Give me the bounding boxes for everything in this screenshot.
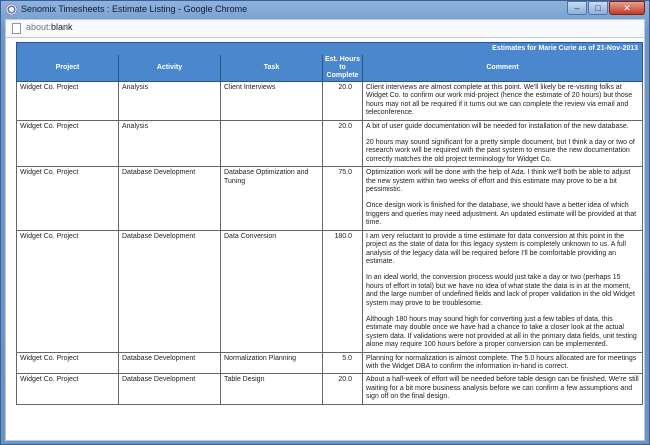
project-cell: Widget Co. Project <box>17 167 119 230</box>
column-header-task: Task <box>221 55 323 82</box>
comment-paragraph: In an ideal world, the conversion process would just take a day or two (perhaps 15 hours of effort in total) but we have no idea of what state the data is in at the moment, and the large number of undefined fields and lack of proper validation in the old Widget system may prove to be troublesome. <box>366 274 635 307</box>
comment-cell <box>363 82 643 121</box>
page-content <box>5 37 645 441</box>
table-row <box>17 167 643 230</box>
title-bar[interactable] <box>1 1 649 19</box>
table-row <box>17 82 643 121</box>
comment-paragraph: 20 hours may sound significant for a pretty simple document, but I think a day or two of research work will be required with the past system to ensure the new documentation correctly matches the old project terminology for Widget Co. <box>366 139 635 163</box>
project-cell: Widget Co. Project <box>17 120 119 167</box>
activity-cell: Database Development <box>119 230 221 352</box>
maximize-button[interactable]: □ <box>588 1 608 15</box>
column-header-hours: Est. Hours to Complete <box>323 55 363 82</box>
table-row <box>17 374 643 404</box>
activity-cell: Analysis <box>119 120 221 167</box>
project-cell: Widget Co. Project <box>17 230 119 352</box>
table-row <box>17 352 643 374</box>
comment-paragraph: Once design work is finished for the database, we should have a better idea of which triggers and queries may need adjustment. An updated estimate will be provided at that time. <box>366 202 637 227</box>
hours-cell: 20.0 <box>323 374 363 404</box>
page-icon <box>12 23 21 34</box>
project-cell: Widget Co. Project <box>17 352 119 374</box>
hours-cell: 20.0 <box>323 120 363 167</box>
comment-paragraph: Planning for normalization is almost complete. The 5.0 hours allocated are for meetings with the Widget DBA to confirm the information in-hand is correct. <box>366 354 637 370</box>
project-cell: Widget Co. Project <box>17 374 119 404</box>
column-header-project: Project <box>17 55 119 82</box>
table-row <box>17 230 643 352</box>
hours-cell: 20.0 <box>323 82 363 121</box>
task-cell: Database Optimization and Tuning <box>221 167 323 230</box>
comment-paragraph: Optimization work will be done with the help of Ada. I think we'll both be able to adjust the new system within two weeks of effort and this estimate may prove to be a bit pessimistic. <box>366 169 631 194</box>
task-cell: Client Interviews <box>221 82 323 121</box>
window-title: Senomix Timesheets : Estimate Listing - Google Chrome <box>21 4 248 14</box>
close-button[interactable]: ✕ <box>609 1 645 15</box>
comment-paragraph: I am very reluctant to provide a time estimate for data conversion at this point in the project as the state of data for this legacy system is completely unknown to us. A full analysis of the legacy data will be required before I'll be comfortable providing an estimate. <box>366 232 626 265</box>
task-cell <box>221 120 323 167</box>
activity-cell: Analysis <box>119 82 221 121</box>
hours-cell: 180.0 <box>323 230 363 352</box>
address-bar[interactable] <box>5 19 645 37</box>
hours-cell: 75.0 <box>323 167 363 230</box>
comment-paragraph: Although 180 hours may sound high for converting just a few tables of data, this estimate may double once we have had a chance to take a closer look at the actual system data. If validations were not provided at all in the primary data fields, unit testing alone may require 100 hours before a proper conversion can be implemented. <box>366 315 637 349</box>
task-cell: Data Conversion <box>221 230 323 352</box>
window-controls <box>566 1 645 15</box>
address-host: about: <box>26 22 52 32</box>
column-header-activity: Activity <box>119 55 221 82</box>
report-banner: Estimates for Marie Curie as of 21-Nov-2013 <box>17 43 643 56</box>
task-cell: Table Design <box>221 374 323 404</box>
activity-cell: Database Development <box>119 374 221 404</box>
table-row <box>17 120 643 167</box>
comment-cell <box>363 167 643 230</box>
activity-cell: Database Development <box>119 167 221 230</box>
address-text[interactable] <box>26 22 73 32</box>
comment-cell <box>363 120 643 167</box>
chrome-icon <box>6 4 17 15</box>
comment-paragraph: Client interviews are almost complete at this point. We'll likely be re-visiting folks at Widget Co. to confirm our work mid-project (hence the estimate of 20 hours) but those hours may not all be required if it turns out we can complete the review via email and teleconference. <box>366 84 633 117</box>
task-cell: Normalization Planning <box>221 352 323 374</box>
comment-cell <box>363 374 643 404</box>
comment-cell <box>363 230 643 352</box>
column-header-comment: Comment <box>363 55 643 82</box>
comment-paragraph: A bit of user guide documentation will be needed for installation of the new database. <box>366 122 629 130</box>
activity-cell: Database Development <box>119 352 221 374</box>
minimize-button[interactable]: – <box>567 1 587 15</box>
comment-paragraph: About a half-week of effort will be needed before table design can be finished. We're still waiting for a bit more business analysis before we can confirm a few assumptions and sign off on the final design. <box>366 376 639 401</box>
estimates-table <box>16 42 643 405</box>
comment-cell <box>363 352 643 374</box>
address-path: blank <box>51 22 73 32</box>
hours-cell: 5.0 <box>323 352 363 374</box>
estimates-body <box>17 82 643 405</box>
project-cell: Widget Co. Project <box>17 82 119 121</box>
